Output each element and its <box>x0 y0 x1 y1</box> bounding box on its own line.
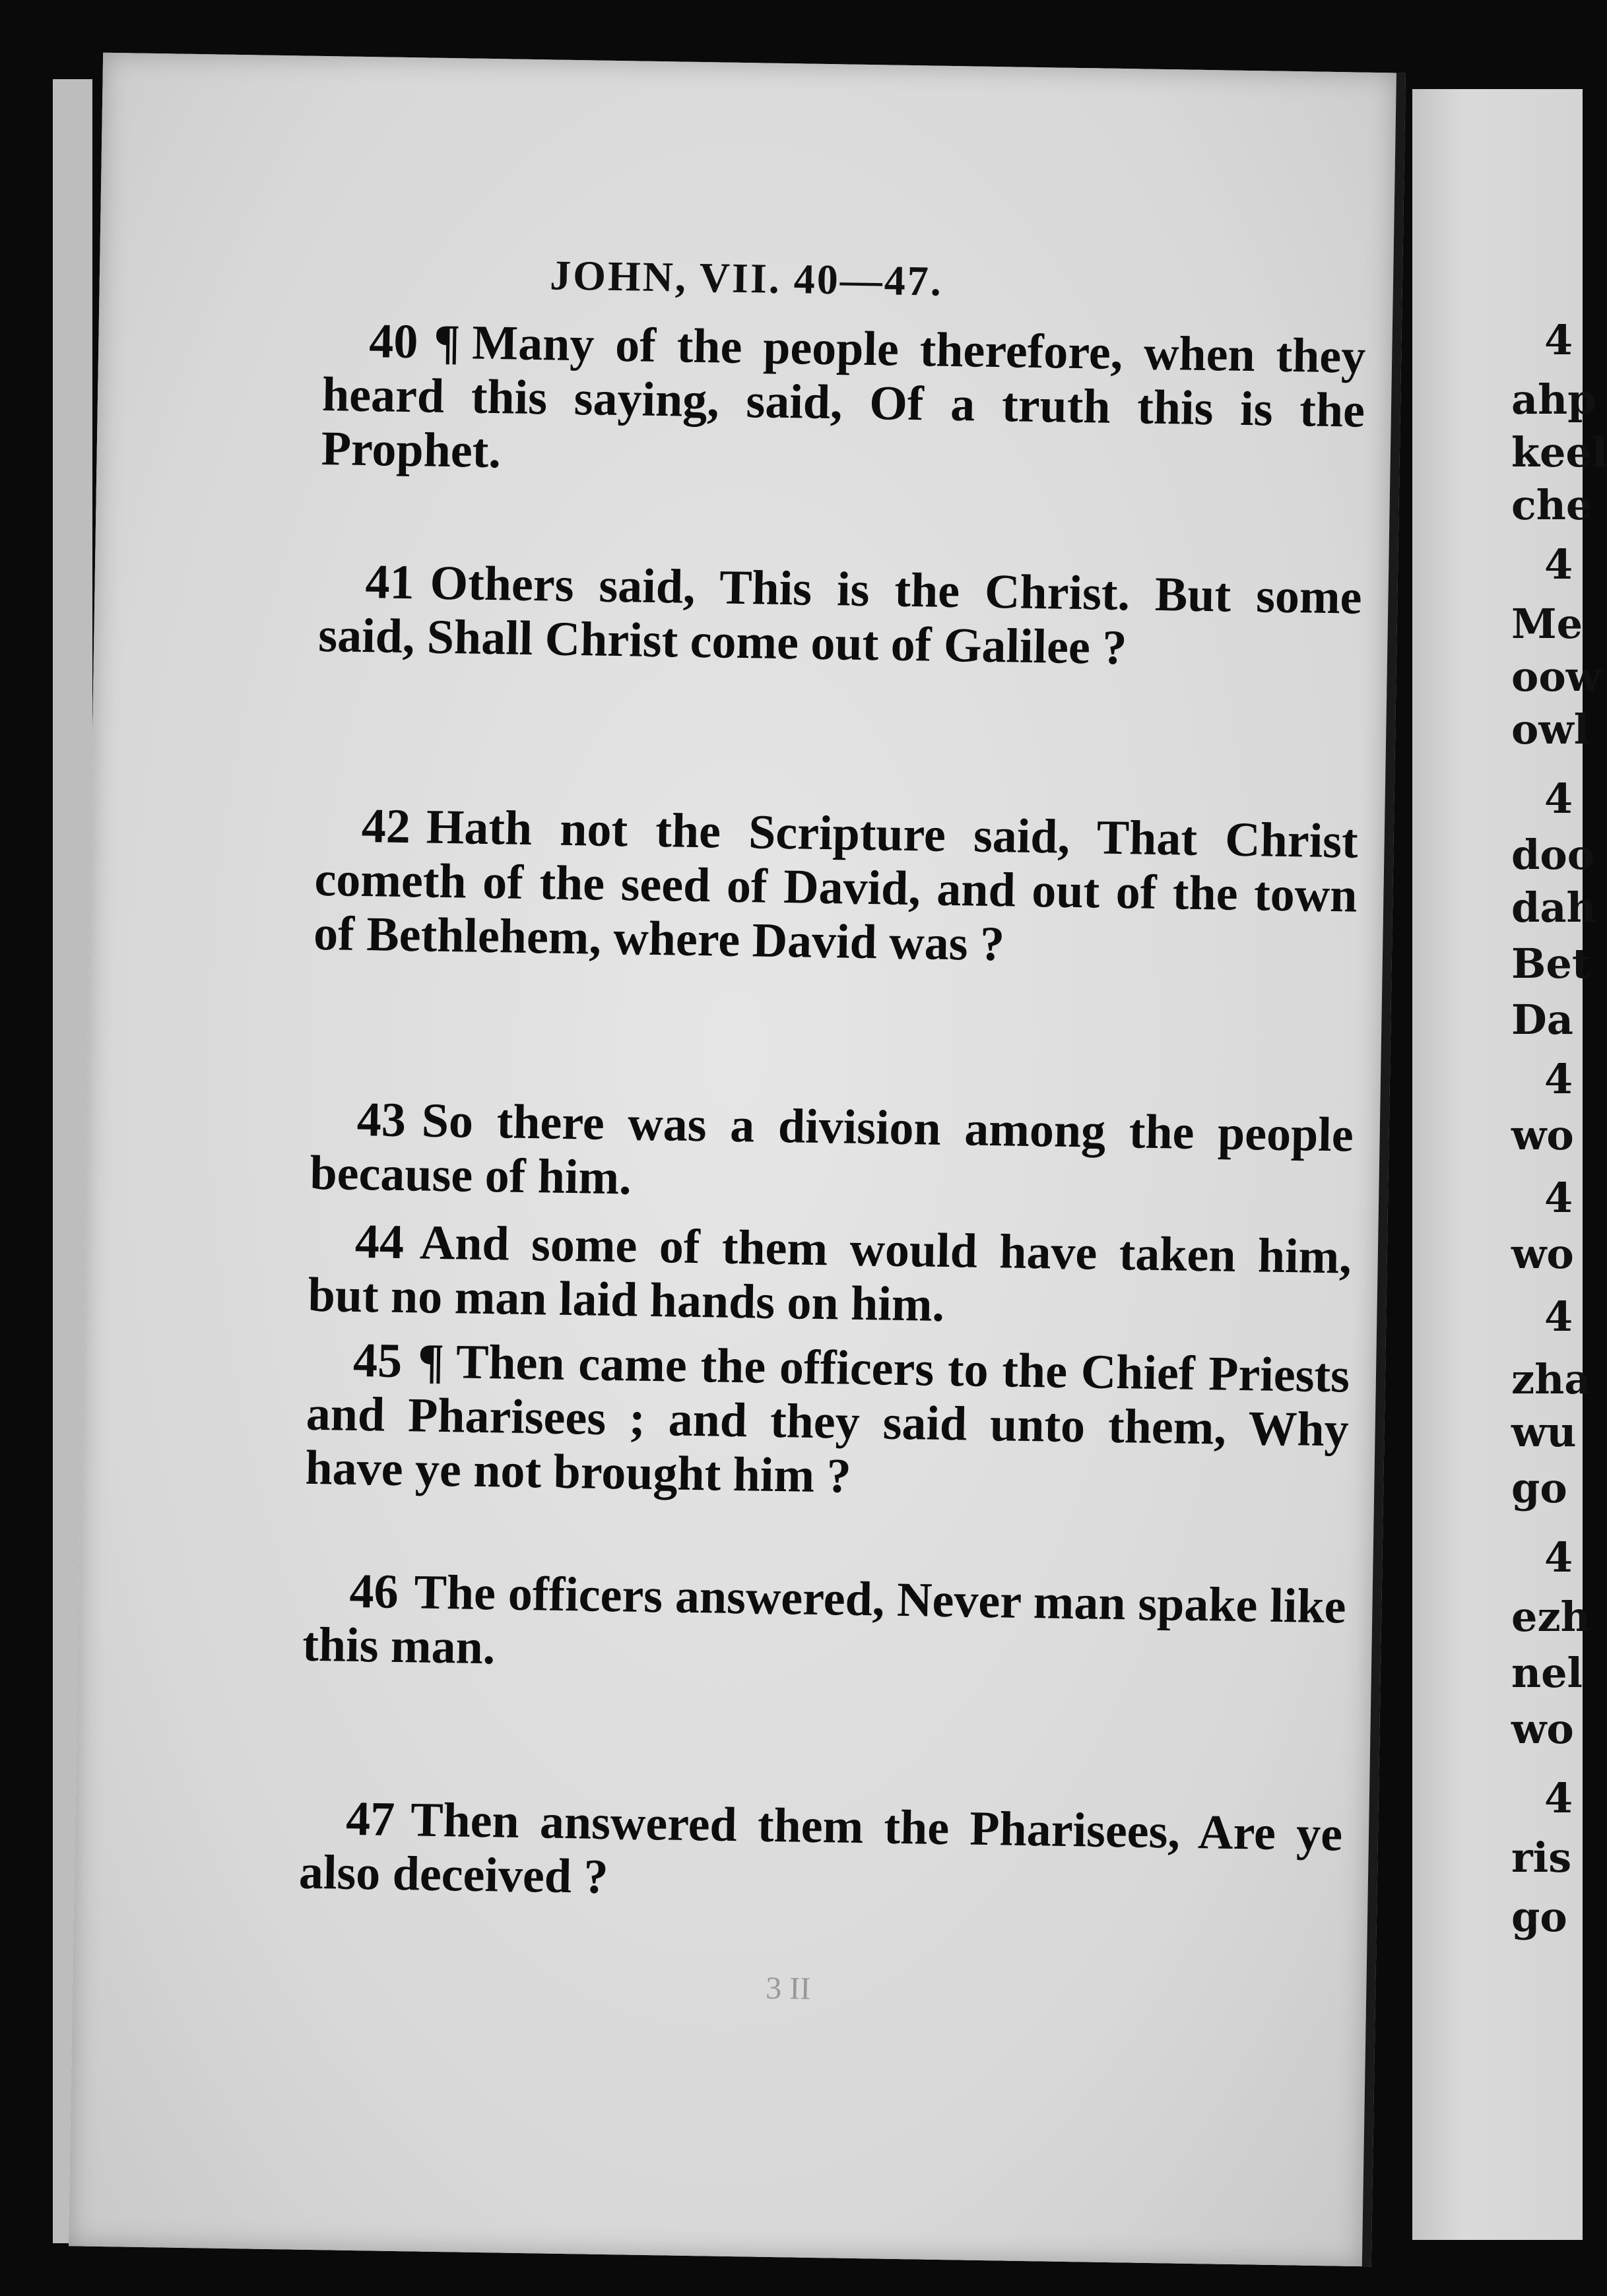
signature-mark: 3 II <box>765 1970 811 2006</box>
facing-fragment: Bet <box>1511 940 1591 988</box>
verse-number: 41 <box>365 555 415 610</box>
facing-fragment: 4 <box>1544 1174 1573 1222</box>
facing-fragment: zha <box>1511 1355 1591 1403</box>
facing-fragment: wu <box>1511 1408 1577 1456</box>
facing-fragment: 4 <box>1544 540 1573 589</box>
verse-41 <box>318 554 1362 679</box>
verse-text: Many of the people therefore, when they heard this saying, said, Of a truth this is the Prophet. <box>321 315 1366 479</box>
verse-number: 43 <box>356 1092 407 1148</box>
verse-number: 47 <box>345 1791 395 1847</box>
facing-fragment: 4 <box>1544 1292 1573 1341</box>
verse-text: So there was a division among the people because of him. <box>309 1093 1354 1205</box>
facing-fragment: ahp <box>1511 375 1596 424</box>
verse-text: Others said, This is the Christ. But some said, Shall Christ come out of Galilee ? <box>317 556 1363 676</box>
verse-number: 45 <box>352 1333 403 1389</box>
pilcrow-mark: ¶ <box>417 1334 445 1389</box>
book-page <box>69 53 1406 2267</box>
facing-page <box>1412 89 1607 2240</box>
verse-44 <box>308 1214 1352 1339</box>
facing-fragment: che <box>1511 481 1592 529</box>
facing-fragment: keel <box>1511 428 1607 476</box>
facing-fragment: 4 <box>1544 1533 1573 1581</box>
facing-fragment: 4 <box>1544 775 1573 823</box>
facing-fragment: doo <box>1511 831 1595 879</box>
facing-fragment: 4 <box>1544 1774 1573 1822</box>
facing-fragment: oow <box>1511 653 1602 701</box>
verse-text: And some of them would have taken him, but no man laid hands on him. <box>308 1215 1352 1332</box>
pilcrow-mark: ¶ <box>433 315 461 370</box>
verse-text: The officers answered, Never man spake like this man. <box>302 1565 1347 1675</box>
facing-fragment: dah <box>1511 883 1596 932</box>
verse-text: Then answered them the Pharisees, Are ye also deceived ? <box>298 1793 1343 1905</box>
verse-text: Hath not the Scripture said, That Christ cometh of the seed of David, and out of the town of Bethlehem, where David was ? <box>313 800 1359 972</box>
verse-number: 44 <box>354 1214 405 1270</box>
verse-text: Then came the officers to the Chief Priests and Pharisees ; and they said unto them, Why have ye not brought him ? <box>304 1335 1350 1504</box>
verse-46 <box>302 1564 1346 1688</box>
facing-fragment: owl <box>1511 705 1590 753</box>
facing-fragment: 4 <box>1544 316 1573 364</box>
verse-47 <box>298 1791 1342 1916</box>
facing-fragment: nel <box>1511 1649 1583 1697</box>
facing-fragment: ris <box>1511 1834 1572 1882</box>
facing-fragment: Me <box>1511 600 1583 648</box>
verse-45 <box>305 1333 1350 1512</box>
facing-fragment: wo <box>1511 1230 1574 1278</box>
facing-fragment: go <box>1511 1464 1567 1512</box>
verse-42 <box>313 798 1359 977</box>
facing-fragment: Da <box>1511 996 1573 1044</box>
verse-40 <box>321 313 1366 492</box>
facing-fragment: wo <box>1511 1705 1574 1753</box>
facing-fragment: go <box>1511 1893 1567 1941</box>
verse-number: 46 <box>349 1564 399 1620</box>
facing-fragment: 4 <box>1544 1055 1573 1103</box>
verse-number: 40 <box>368 314 419 369</box>
verse-43 <box>310 1092 1354 1217</box>
facing-fragment: wo <box>1511 1111 1574 1159</box>
verse-number: 42 <box>361 799 411 854</box>
page-header: JOHN, VII. 40—47. <box>549 251 944 305</box>
facing-fragment: ezh <box>1511 1593 1591 1641</box>
